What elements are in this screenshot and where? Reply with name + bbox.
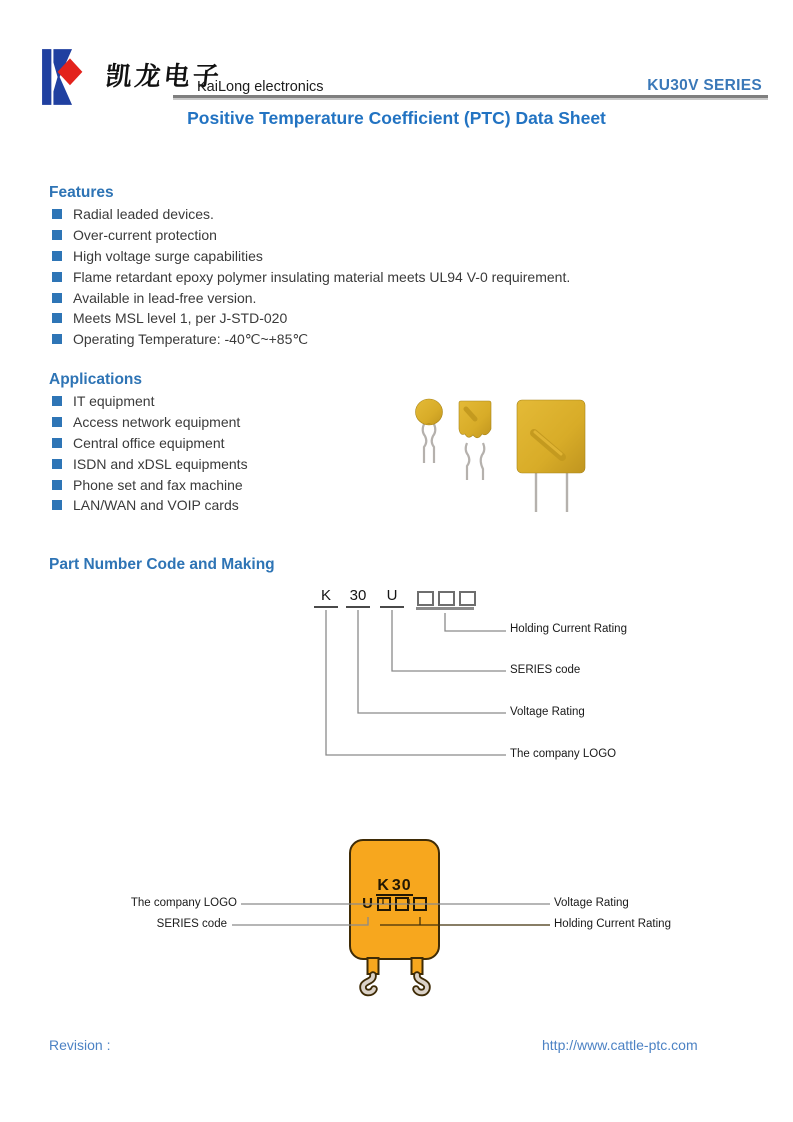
marking-k: K — [377, 877, 390, 894]
list-item — [52, 329, 570, 350]
placeholder-underline — [416, 607, 474, 610]
ptc-disc-photo — [416, 399, 443, 463]
code-voltage-chars: 30 — [346, 587, 370, 608]
label-company-logo: The company LOGO — [130, 897, 237, 909]
application-text: Central office equipment — [73, 434, 225, 451]
bullet-square-icon — [52, 459, 62, 469]
ptc-medium-photo — [459, 401, 491, 480]
list-item — [52, 308, 570, 329]
marking-u: U — [362, 895, 373, 912]
list-item — [52, 391, 248, 412]
bullet-square-icon — [52, 396, 62, 406]
feature-text: High voltage surge capabilities — [73, 247, 263, 264]
feature-text: Radial leaded devices. — [73, 206, 214, 223]
list-item — [52, 433, 248, 454]
code-series-char: U — [380, 587, 404, 608]
ptc-product-photos — [403, 391, 593, 523]
callout-holding-current: Holding Current Rating — [510, 623, 627, 635]
feature-text: Over-current protection — [73, 227, 217, 244]
application-text: ISDN and xDSL equipments — [73, 455, 248, 472]
part-number-diagram — [300, 583, 760, 778]
device-marking-diagram — [130, 833, 675, 998]
list-item — [52, 266, 570, 287]
code-logo-char: K — [314, 587, 338, 608]
label-voltage-rating: Voltage Rating — [554, 897, 629, 909]
label-holding-current: Holding Current Rating — [554, 918, 671, 930]
feature-text: Flame retardant epoxy polymer insulating material meets UL94 V-0 requirement. — [73, 268, 571, 285]
list-item — [52, 474, 248, 495]
bullet-square-icon — [52, 417, 62, 427]
list-item — [52, 246, 570, 267]
ptc-large-photo — [517, 400, 585, 512]
device-top-marking — [351, 877, 438, 895]
list-item — [52, 225, 570, 246]
application-text: Phone set and fax machine — [73, 476, 243, 493]
bullet-square-icon — [52, 500, 62, 510]
kailong-logo-icon — [40, 47, 102, 107]
list-item — [52, 495, 248, 516]
device-bottom-marking — [351, 897, 438, 911]
part-number-heading: Part Number Code and Making — [49, 556, 275, 573]
digit-placeholder-box — [377, 897, 391, 911]
features-list — [52, 204, 570, 350]
logo-chinese-text: 凯龙电子 — [104, 61, 224, 91]
page-title: Positive Temperature Coefficient (PTC) Data Sheet — [187, 108, 606, 128]
list-item — [52, 287, 570, 308]
bullet-square-icon — [52, 438, 62, 448]
list-item — [52, 453, 248, 474]
bullet-square-icon — [52, 313, 62, 323]
callout-voltage-rating: Voltage Rating — [510, 706, 585, 718]
applications-heading: Applications — [49, 371, 143, 388]
digit-placeholder-box — [395, 897, 409, 911]
callout-company-logo: The company LOGO — [510, 748, 617, 760]
header-rule — [173, 95, 768, 98]
applications-list — [52, 391, 248, 516]
bullet-square-icon — [52, 209, 62, 219]
application-text: LAN/WAN and VOIP cards — [73, 497, 239, 514]
bullet-square-icon — [52, 251, 62, 261]
marking-30: 30 — [391, 877, 412, 894]
bullet-square-icon — [52, 230, 62, 240]
list-item — [52, 204, 570, 225]
company-name: KaiLong electronics — [197, 79, 324, 95]
feature-text: Operating Temperature: -40℃~+85℃ — [73, 330, 309, 347]
features-heading: Features — [49, 184, 114, 201]
application-text: IT equipment — [73, 393, 155, 410]
digit-placeholder-box — [459, 591, 476, 606]
revision-label: Revision : — [49, 1037, 111, 1053]
list-item — [52, 412, 248, 433]
digit-placeholder-box — [438, 591, 455, 606]
website-link[interactable]: http://www.cattle-ptc.com — [542, 1037, 698, 1053]
bullet-square-icon — [52, 334, 62, 344]
bullet-square-icon — [52, 480, 62, 490]
ptc-device-body — [349, 839, 440, 960]
application-text: Access network equipment — [73, 414, 241, 431]
code-current-placeholder-boxes — [417, 591, 476, 606]
label-series-code: SERIES code — [156, 918, 227, 930]
series-label: KU30V SERIES — [647, 77, 762, 94]
digit-placeholder-box — [417, 591, 434, 606]
digit-placeholder-box — [413, 897, 427, 911]
feature-text: Meets MSL level 1, per J-STD-020 — [73, 310, 288, 327]
feature-text: Available in lead-free version. — [73, 289, 257, 306]
callout-series-code: SERIES code — [510, 664, 581, 676]
bullet-square-icon — [52, 293, 62, 303]
bullet-square-icon — [52, 272, 62, 282]
